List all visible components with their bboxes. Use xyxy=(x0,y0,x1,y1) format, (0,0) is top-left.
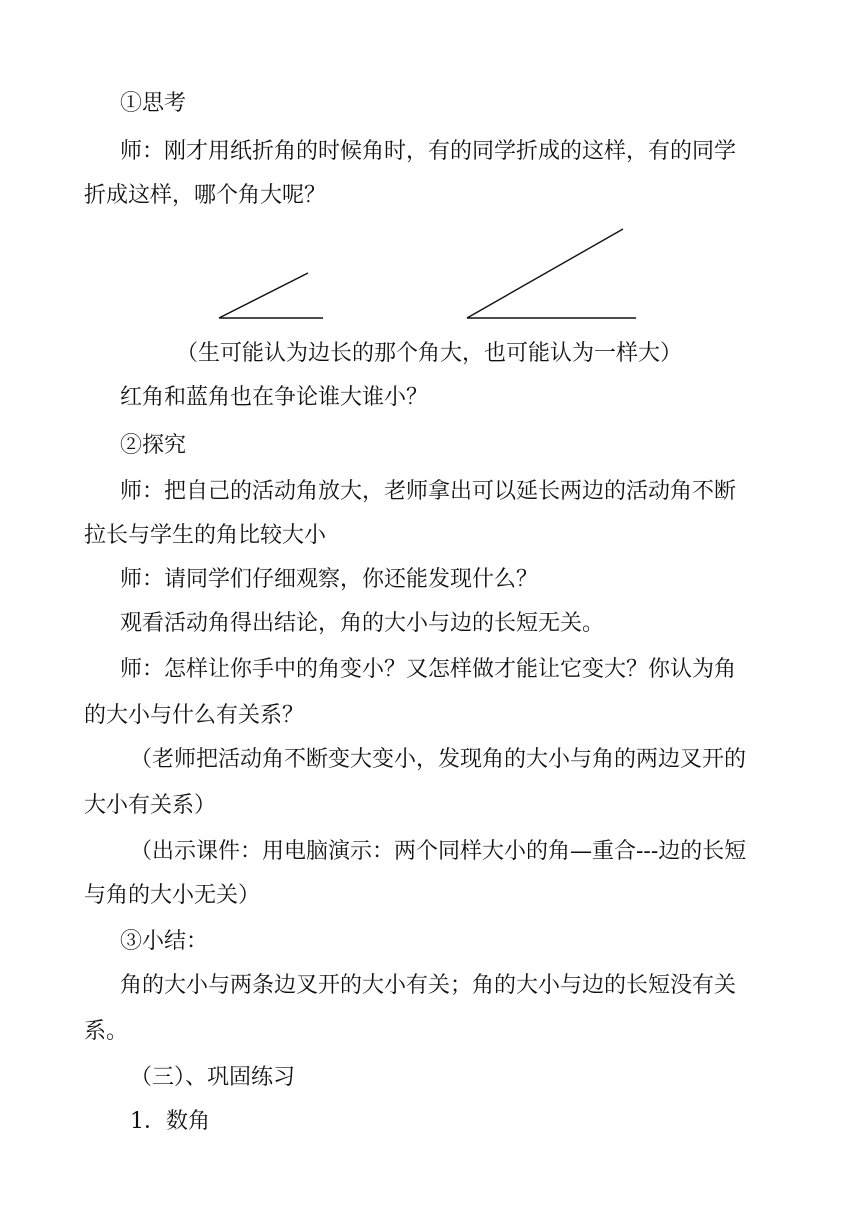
heading-think: ①思考 xyxy=(120,91,187,116)
paragraph-line: 师：把自己的活动角放大，老师拿出可以延长两边的活动角不断 xyxy=(120,479,737,504)
paragraph-line: 角的大小与两条边叉开的大小有关；角的大小与边的长短没有关 xyxy=(120,973,737,998)
paragraph-line: 师：怎样让你手中的角变小？又怎样做才能让它变大？你认为角 xyxy=(120,657,737,682)
paragraph-line: （老师把活动角不断变大变小，发现角的大小与角的两边叉开的 xyxy=(130,747,747,772)
paragraph-line: 拉长与学生的角比较大小 xyxy=(84,523,327,548)
small-angle xyxy=(219,273,323,318)
section-heading: （三）、巩固练习 xyxy=(130,1065,296,1090)
large-angle xyxy=(467,229,636,318)
angle-figure xyxy=(0,220,860,330)
paragraph-line: 观看活动角得出结论，角的大小与边的长短无关。 xyxy=(120,611,605,636)
paragraph-line: 大小有关系） xyxy=(84,793,217,818)
large-angle-side xyxy=(467,229,623,318)
heading-summary: ③小结： xyxy=(120,929,209,954)
student-response-note: （生可能认为边长的那个角大，也可能认为一样大） xyxy=(176,341,683,366)
small-angle-side xyxy=(219,273,308,318)
paragraph-line: 系。 xyxy=(84,1019,129,1044)
heading-explore: ②探究 xyxy=(120,433,187,458)
exercise-heading: 1．数角 xyxy=(130,1109,210,1134)
paragraph-line: 折成这样，哪个角大呢？ xyxy=(84,183,327,208)
paragraph-line: 师：刚才用纸折角的时候角时，有的同学折成的这样，有的同学 xyxy=(120,139,737,164)
paragraph-line: 的大小与什么有关系？ xyxy=(84,703,305,728)
paragraph-line: 师：请同学们仔细观察，你还能发现什么？ xyxy=(120,567,539,592)
paragraph-line: 红角和蓝角也在争论谁大谁小？ xyxy=(120,385,429,410)
paragraph-line: （出示课件：用电脑演示：两个同样大小的角—重合---边的长短 xyxy=(130,839,747,864)
paragraph-line: 与角的大小无关） xyxy=(84,883,261,908)
